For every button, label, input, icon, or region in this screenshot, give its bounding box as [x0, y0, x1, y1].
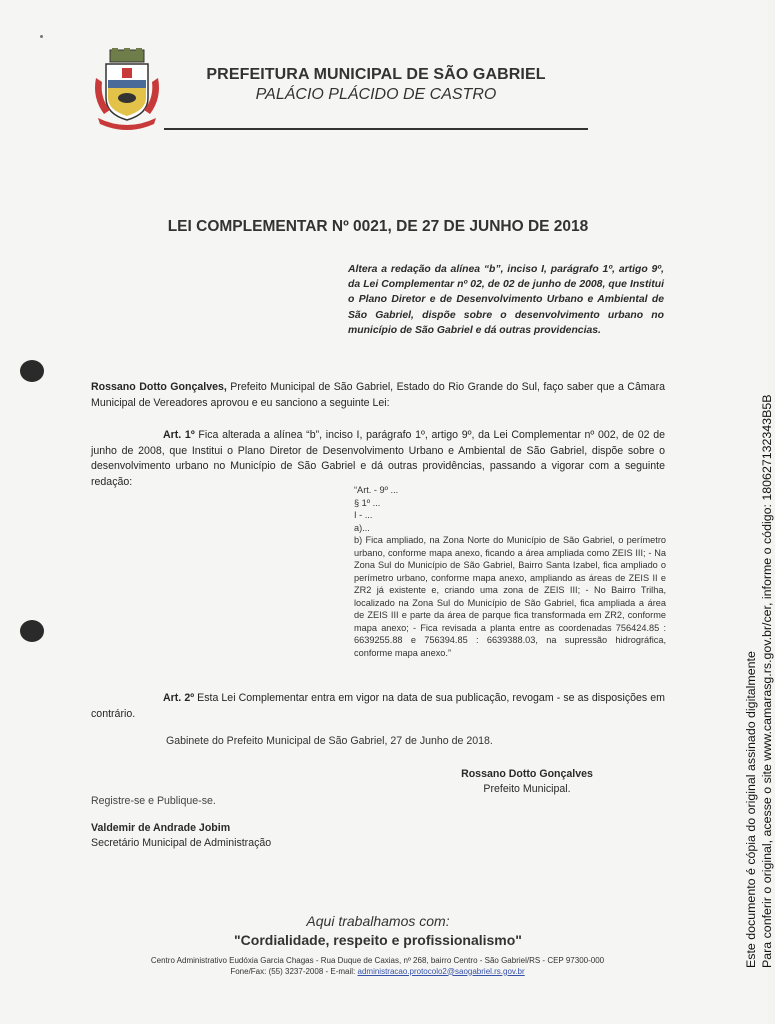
article-1-text: Fica alterada a alínea “b”, inciso I, parágrafo 1º, artigo 9º, da Lei Complementar nº 002, de 02 de junho de 2008, que Institui o Plano Diretor de Desenvolvimento Urbano e Ambiental de São Gabriel, dispõe sobre o desenvolvimento urbano no Município de São Gabriel e dá outras providências, passando a vigorar com a seguinte redação:	[91, 429, 665, 488]
signer-role: Prefeito Municipal.	[483, 783, 571, 795]
preamble-text: Prefeito Municipal de São Gabriel, Estado do Rio Grande do Sul, faço saber que a Câmara Municipal de Vereadores aprovou e eu sanciono a seguinte Lei:	[91, 381, 665, 409]
footer-contact	[90, 956, 665, 977]
article-1-label: Art. 1º	[163, 429, 195, 441]
quote-line-article: “Art. - 9º ...	[354, 485, 399, 495]
article-1-paragraph	[91, 428, 665, 490]
place-and-date: Gabinete do Prefeito Municipal de São Gabriel, 27 de Junho de 2018.	[166, 735, 493, 747]
registration-note: Registre-se e Publique-se.	[91, 795, 216, 807]
law-title: LEI COMPLEMENTAR Nº 0021, DE 27 DE JUNHO DE 2018	[167, 218, 589, 235]
footer-email-link[interactable]: administracao.protocolo2@saogabriel.rs.gov.br	[357, 966, 525, 976]
mayor-name: Rossano Dotto Gonçalves,	[91, 381, 227, 393]
footer-address: Centro Administrativo Eudóxia Garcia Chagas - Rua Duque de Caxias, nº 268, bairro Centro - São Gabriel/RS - CEP 97300-000	[150, 956, 605, 965]
quote-line-inciso: I - ...	[354, 510, 373, 520]
secretary-signature-block	[91, 821, 271, 851]
punch-hole-top	[20, 360, 44, 382]
quoted-amendment	[354, 484, 666, 659]
municipal-coat-of-arms-icon	[90, 48, 164, 130]
mayor-signature-block	[440, 767, 614, 797]
stamp-line-2: Para conferir o original, acesse o site www.camarasg.rs.gov.br/cer, informe o código: 180627132343B5B	[759, 394, 774, 968]
institution-title: PREFEITURA MUNICIPAL DE SÃO GABRIEL	[206, 66, 546, 83]
institution-subtitle: PALÁCIO PLÁCIDO DE CASTRO	[255, 86, 497, 103]
article-2-text: Esta Lei Complementar entra em vigor na data de sua publicação, revogam - se as disposições em contrário.	[91, 692, 665, 720]
digital-signature-stamp	[744, 394, 775, 968]
slogan-intro: Aqui trabalhamos com:	[306, 913, 450, 929]
secretary-role: Secretário Municipal de Administração	[91, 837, 272, 849]
quote-line-alinea-a: a)...	[354, 522, 370, 533]
preamble-paragraph	[91, 380, 665, 411]
quote-body: b) Fica ampliado, na Zona Norte do Município de São Gabriel, o perímetro urbano, conforme mapa anexo, ficando a área ampliada como ZEIS III; - Na Zona Sul do Município de São Gabriel, Bairro Santa Izabel, fica ampliado o perímetro urbano, conforme mapa anexo, ampliando as áreas de ZEIS II e ZR2 já existente e, criando uma zona de ZEIS III; - No Bairro Trilha, localizado na Zona Sul do Município de São Gabriel, fica ampliada a área de ZEIS III e parte da área de parque fica transformada em ZR2, conforme mapa anexo; - Fica revisada a planta entre as coordenadas 756424.85 : 6639255.88 e 756394.85 : 6639388.03, na supressão hidrográfica, conforme mapa anexo.”	[354, 535, 666, 658]
signer-name: Rossano Dotto Gonçalves	[461, 768, 593, 780]
slogan-motto: "Cordialidade, respeito e profissionalismo"	[234, 932, 522, 948]
header-divider	[164, 128, 588, 130]
article-2-label: Art. 2º	[163, 692, 195, 704]
footer-phone-line	[90, 967, 665, 978]
article-2-paragraph	[91, 691, 665, 722]
secretary-name: Valdemir de Andrade Jobim	[91, 822, 231, 834]
scan-speck	[40, 35, 43, 38]
punch-hole-bottom	[20, 620, 44, 642]
law-summary: Altera a redação da alínea “b”, inciso I, parágrafo 1º, artigo 9º, da Lei Complementar nº 02, de 02 de junho de 2008, que Institui o Plano Diretor e de Desenvolvimento Urbano e Ambiental de São Gabriel, dispõe sobre o desenvolvimento urbano no município de São Gabriel e dá outras providencias.	[348, 264, 664, 336]
quote-line-paragraph: § 1º ...	[354, 497, 381, 508]
footer-phone: Fone/Fax: (55) 3237-2008 - E-mail:	[230, 966, 358, 976]
stamp-line-1: Este documento é cópia do original assinado digitalmente	[744, 651, 758, 968]
